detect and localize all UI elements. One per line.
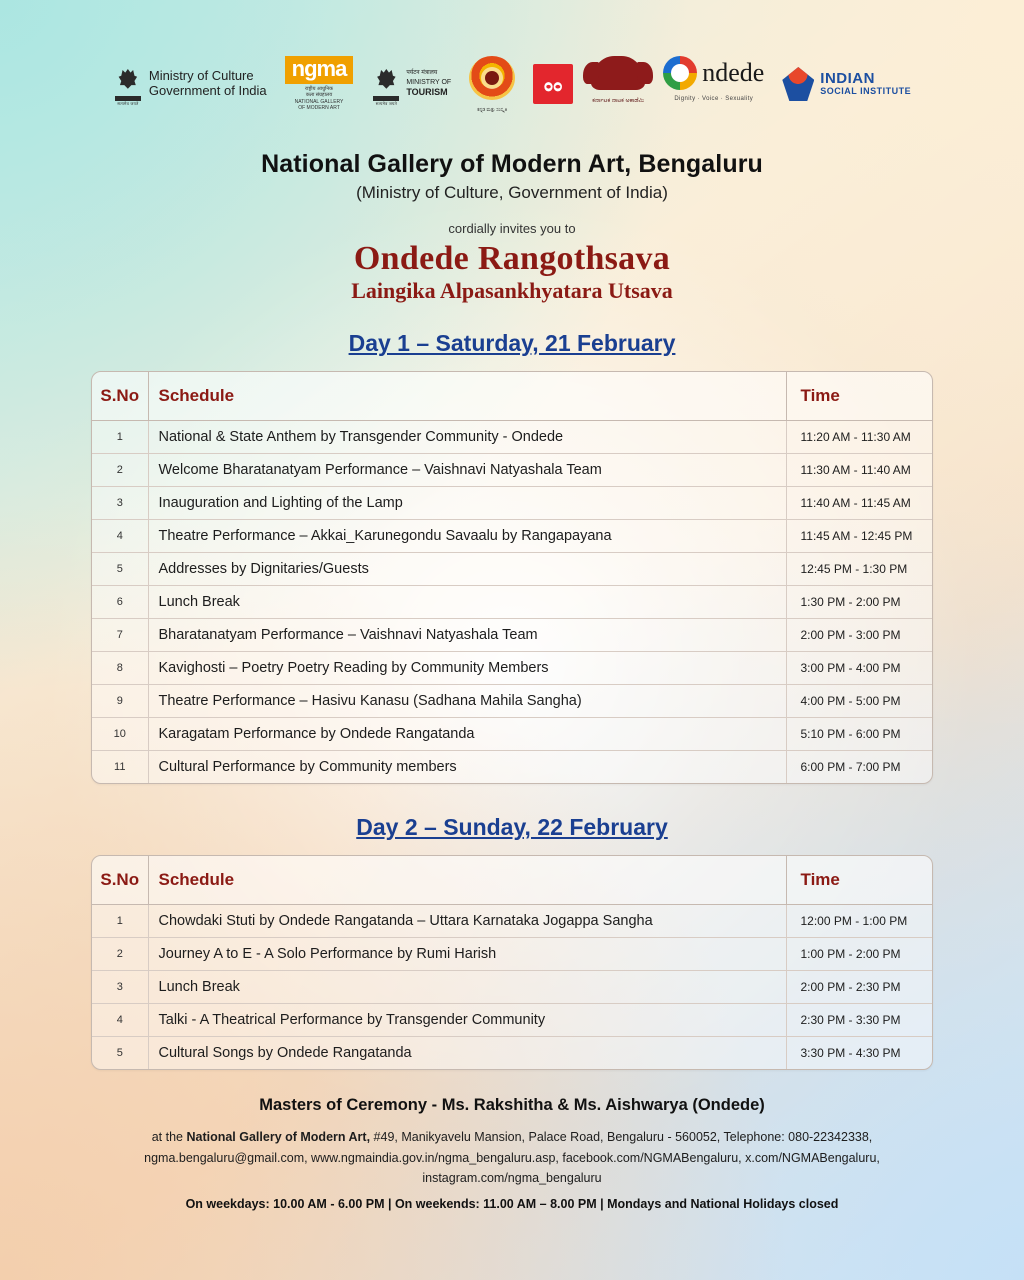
column-header-schedule: Schedule bbox=[148, 856, 786, 905]
red-square-glyph: ೲ bbox=[543, 70, 563, 97]
table-row bbox=[92, 1037, 932, 1070]
ngma-mark-text: ngma bbox=[291, 56, 347, 81]
cell-time: 5:10 PM - 6:00 PM bbox=[786, 718, 932, 751]
cell-schedule: Bharatanatyam Performance – Vaishnavi Natyashala Team bbox=[148, 619, 786, 652]
table-row bbox=[92, 751, 932, 784]
cell-schedule: Addresses by Dignitaries/Guests bbox=[148, 553, 786, 586]
ngma-sub4: OF MODERN ART bbox=[298, 104, 340, 111]
cell-time: 2:00 PM - 2:30 PM bbox=[786, 971, 932, 1004]
cell-schedule: Lunch Break bbox=[148, 971, 786, 1004]
cell-sno: 7 bbox=[92, 619, 148, 652]
cell-time: 3:00 PM - 4:00 PM bbox=[786, 652, 932, 685]
table-row bbox=[92, 938, 932, 971]
column-header-sno: S.No bbox=[92, 372, 148, 421]
tourism-label bbox=[406, 70, 451, 99]
cell-schedule: Kavighosti – Poetry Poetry Reading by Community Members bbox=[148, 652, 786, 685]
ngma-sub3: NATIONAL GALLERY bbox=[294, 98, 344, 105]
table-row bbox=[92, 718, 932, 751]
table-row bbox=[92, 520, 932, 553]
national-emblem-icon-tourism bbox=[371, 61, 401, 107]
cell-sno: 11 bbox=[92, 751, 148, 784]
event-title: Ondede Rangothsava bbox=[353, 240, 671, 277]
venue-prefix: at the bbox=[151, 1130, 187, 1144]
cell-time: 11:40 AM - 11:45 AM bbox=[786, 487, 932, 520]
column-header-time: Time bbox=[786, 856, 932, 905]
indian-social-institute-logo bbox=[782, 56, 911, 112]
table-header-row bbox=[92, 372, 932, 421]
venue-address: #49, Manikyavelu Mansion, Palace Road, Bengaluru - 560052, Telephone: 080-22342338, bbox=[370, 1130, 873, 1144]
venue-contact-line: ngma.bengaluru@gmail.com, www.ngmaindia.gov.in/ngma_bengaluru.asp, facebook.com/NGMABengaluru, x.com/NGMABengaluru, bbox=[144, 1150, 880, 1165]
karnataka-culture-caption: ಕನ್ನಡ ಮತ್ತು ಸಂಸ್ಕೃತಿ bbox=[477, 107, 508, 112]
cell-sno: 6 bbox=[92, 586, 148, 619]
ngma-sub2: कला संग्रहालय bbox=[305, 92, 333, 99]
cell-sno: 9 bbox=[92, 685, 148, 718]
cell-time: 4:00 PM - 5:00 PM bbox=[786, 685, 932, 718]
table-row bbox=[92, 586, 932, 619]
table-row bbox=[92, 553, 932, 586]
ministry-of-culture-logo bbox=[113, 56, 267, 112]
cell-sno: 10 bbox=[92, 718, 148, 751]
cell-sno: 5 bbox=[92, 553, 148, 586]
karnataka-culture-icon bbox=[469, 56, 515, 100]
cell-time: 11:20 AM - 11:30 AM bbox=[800, 430, 911, 444]
page-subtitle: (Ministry of Culture, Government of India) bbox=[356, 183, 668, 202]
page-title: National Gallery of Modern Art, Bengaluru bbox=[261, 150, 763, 178]
tourism-line1: MINISTRY OF bbox=[406, 78, 452, 86]
tourism-line2: TOURISM bbox=[406, 86, 448, 97]
moc-line2: Government of India bbox=[148, 83, 267, 98]
cell-sno: 4 bbox=[92, 520, 148, 553]
day1-title: Day 1 – Saturday, 21 February bbox=[348, 330, 676, 356]
ministry-of-culture-label bbox=[149, 69, 267, 99]
cell-schedule: Cultural Songs by Ondede Rangatanda bbox=[148, 1037, 786, 1070]
ondede-mark-icon bbox=[663, 56, 697, 90]
table-row bbox=[92, 454, 932, 487]
day2-title: Day 2 – Sunday, 22 February bbox=[356, 814, 668, 840]
ngma-logo bbox=[285, 56, 354, 112]
day2-schedule-table bbox=[91, 855, 933, 1070]
cell-time: 12:45 PM - 1:30 PM bbox=[786, 553, 932, 586]
red-square-logo-wrap bbox=[533, 56, 573, 112]
cell-time: 12:00 PM - 1:00 PM bbox=[800, 914, 908, 928]
cell-schedule: Talki - A Theatrical Performance by Transgender Community bbox=[148, 1004, 786, 1037]
cell-sno: 8 bbox=[92, 652, 148, 685]
cell-sno: 3 bbox=[92, 971, 148, 1004]
column-header-schedule: Schedule bbox=[148, 372, 786, 421]
cell-sno: 4 bbox=[92, 1004, 148, 1037]
cell-time: 2:30 PM - 3:30 PM bbox=[786, 1004, 932, 1037]
table-row bbox=[92, 652, 932, 685]
cell-time: 3:30 PM - 4:30 PM bbox=[786, 1037, 932, 1070]
cell-schedule: Theatre Performance – Akkai_Karunegondu Savaalu by Rangapayana bbox=[148, 520, 786, 553]
cell-schedule: Journey A to E - A Solo Performance by Rumi Harish bbox=[148, 938, 786, 971]
table-row bbox=[92, 487, 932, 520]
table-row bbox=[92, 971, 932, 1004]
ondede-logo bbox=[663, 56, 764, 112]
column-header-sno: S.No bbox=[92, 856, 148, 905]
isi-mark-icon bbox=[782, 67, 814, 101]
cell-schedule: Karagatam Performance by Ondede Rangatanda bbox=[148, 718, 786, 751]
cell-sno: 2 bbox=[92, 454, 148, 487]
day1-schedule-table bbox=[91, 371, 933, 784]
cell-sno: 5 bbox=[92, 1037, 148, 1070]
masters-of-ceremony: Masters of Ceremony - Ms. Rakshitha & Ms. Aishwarya (Ondede) bbox=[259, 1096, 765, 1114]
red-square-icon bbox=[533, 64, 573, 104]
table-row bbox=[92, 619, 932, 652]
cell-schedule: Lunch Break bbox=[148, 586, 786, 619]
isi-line2: SOCIAL INSTITUTE bbox=[820, 86, 912, 97]
table-row bbox=[92, 1004, 932, 1037]
cell-sno: 1 bbox=[92, 905, 148, 938]
cell-schedule: Inauguration and Lighting of the Lamp bbox=[148, 487, 786, 520]
cell-time: 6:00 PM - 7:00 PM bbox=[786, 751, 932, 784]
invite-line: cordially invites you to bbox=[448, 221, 576, 236]
venue-name: National Gallery of Modern Art, bbox=[186, 1130, 371, 1144]
cell-sno: 1 bbox=[92, 421, 148, 454]
elephant-icon bbox=[591, 56, 645, 90]
table-header-row bbox=[92, 856, 932, 905]
ministry-of-tourism-logo bbox=[371, 56, 451, 112]
karnataka-emblem-logo bbox=[469, 56, 515, 112]
cell-schedule: National & State Anthem by Transgender Community - Ondede bbox=[148, 421, 786, 454]
emblem-motto: सत्यमेव जयते bbox=[117, 101, 139, 106]
column-header-time: Time bbox=[786, 372, 932, 421]
tourism-emblem-motto: सत्यमेव जयते bbox=[375, 101, 397, 106]
cell-time: 2:00 PM - 3:00 PM bbox=[786, 619, 932, 652]
cell-sno: 3 bbox=[92, 487, 148, 520]
cell-time: 11:30 AM - 11:40 AM bbox=[786, 454, 932, 487]
tourism-hindi: पर्यटन मंत्रालय bbox=[406, 69, 438, 76]
moc-line1: Ministry of Culture bbox=[148, 68, 254, 84]
national-emblem-icon bbox=[113, 61, 143, 107]
ngma-wordmark bbox=[285, 56, 354, 84]
cell-schedule: Welcome Bharatanatyam Performance – Vaishnavi Natyashala Team bbox=[148, 454, 786, 487]
event-subtitle: Laingika Alpasankhyatara Utsava bbox=[351, 278, 673, 303]
cell-schedule: Cultural Performance by Community members bbox=[148, 751, 786, 784]
cell-schedule: Theatre Performance – Hasivu Kanasu (Sadhana Mahila Sangha) bbox=[148, 685, 786, 718]
cell-time: 1:30 PM - 2:00 PM bbox=[786, 586, 932, 619]
table-row bbox=[92, 421, 932, 454]
isi-line1: INDIAN bbox=[820, 69, 875, 87]
cell-sno: 2 bbox=[92, 938, 148, 971]
table-row bbox=[92, 905, 932, 938]
logo-strip bbox=[0, 0, 1024, 116]
cell-time: 11:45 AM - 12:45 PM bbox=[786, 520, 932, 553]
opening-timings: On weekdays: 10.00 AM - 6.00 PM | On weekends: 11.00 AM – 8.00 PM | Mondays and National Holidays closed bbox=[185, 1196, 839, 1211]
ngma-sub-hindi bbox=[295, 86, 344, 111]
venue-block bbox=[0, 1127, 1024, 1189]
nataka-academy-caption: ಕರ್ನಾಟಕ ನಾಟಕ ಅಕಾಡೆಮಿ bbox=[592, 98, 645, 104]
cell-time: 1:00 PM - 2:00 PM bbox=[786, 938, 932, 971]
table-row bbox=[92, 685, 932, 718]
venue-instagram-line: instagram.com/ngma_bengaluru bbox=[422, 1171, 602, 1186]
ngma-sub1: राष्ट्रीय आधुनिक bbox=[305, 86, 333, 92]
ondede-wordmark: ndede bbox=[702, 58, 765, 87]
header-block bbox=[0, 150, 1024, 304]
karnataka-nataka-academy-logo bbox=[591, 56, 645, 112]
ondede-tagline: Dignity · Voice · Sexuality bbox=[674, 96, 754, 102]
cell-schedule: Chowdaki Stuti by Ondede Rangatanda – Uttara Karnataka Jogappa Sangha bbox=[148, 905, 786, 938]
